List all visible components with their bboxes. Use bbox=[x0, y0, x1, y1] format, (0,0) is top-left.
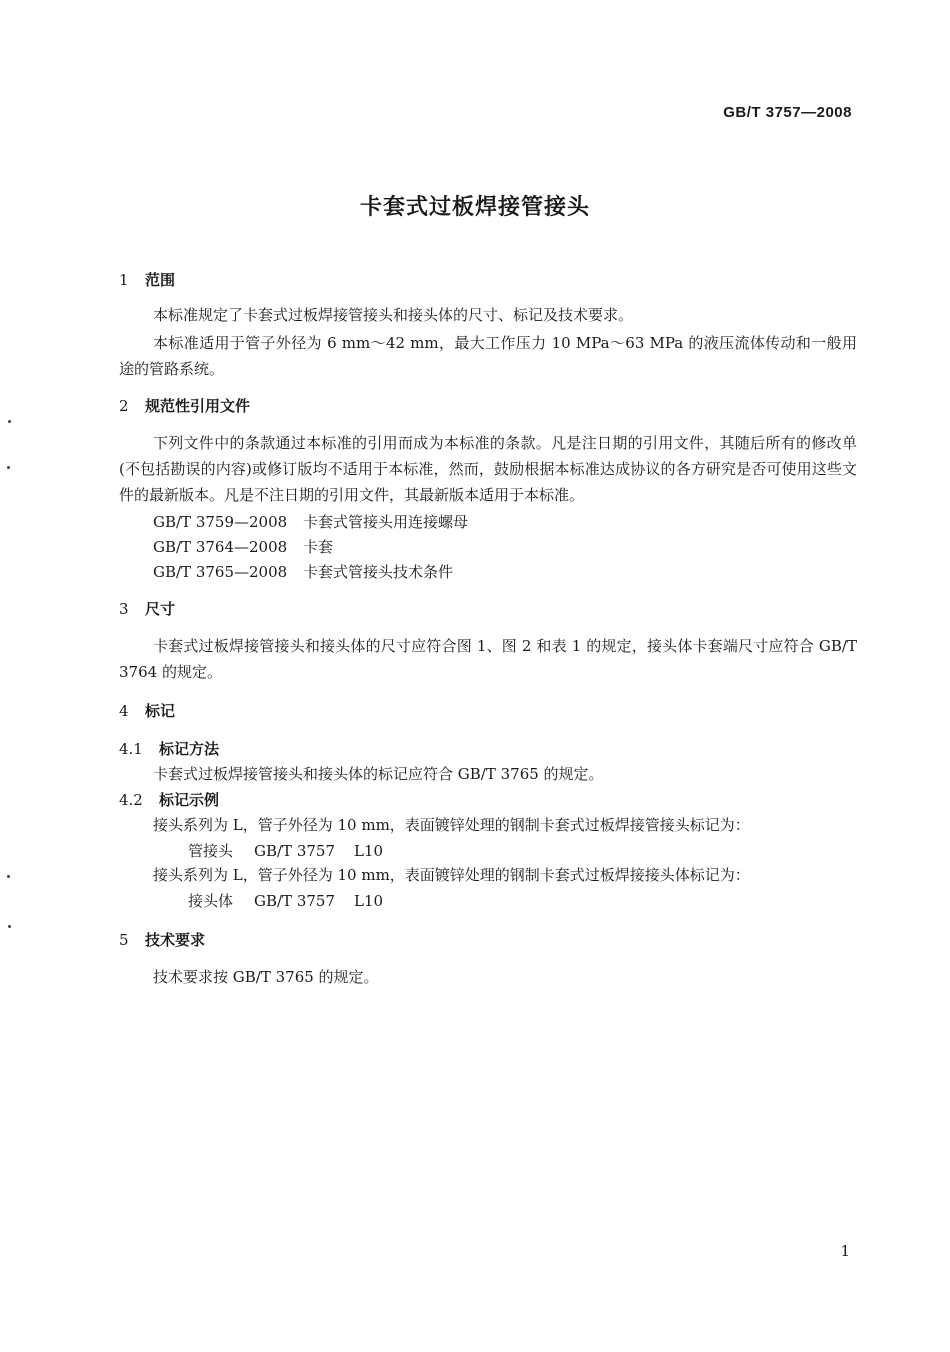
document-title: 卡套式过板焊接管接头 bbox=[359, 195, 590, 220]
reference-title: 卡套 bbox=[303, 538, 334, 556]
section-5-heading bbox=[119, 930, 205, 950]
section-number: 4 bbox=[119, 702, 129, 720]
section-title: 范围 bbox=[145, 271, 176, 289]
section-4-1-heading bbox=[119, 739, 219, 759]
section-title: 标记示例 bbox=[159, 791, 220, 809]
mark-code: L10 bbox=[354, 842, 384, 860]
page-number: 1 bbox=[840, 1242, 850, 1260]
section-4-heading bbox=[119, 701, 175, 721]
section-title: 规范性引用文件 bbox=[145, 397, 251, 415]
mark-standard: GB/T 3757 bbox=[254, 842, 336, 860]
mark-name: 接头体 bbox=[188, 892, 234, 910]
section-number: 3 bbox=[119, 600, 129, 618]
marking-example-2 bbox=[188, 890, 383, 911]
section-3-paragraph-1: 卡套式过板焊接管接头和接头体的尺寸应符合图 1、图 2 和表 1 的规定，接头体卡套端尺寸应符合 GB/T 3764 的规定。 bbox=[119, 637, 857, 681]
section-1-heading bbox=[119, 270, 175, 290]
section-1-paragraph-2: 本标准适用于管子外径为 6 mm～42 mm，最大工作压力 10 MPa～63 MPa 的液压流体传动和一般用途的管路系统。 bbox=[119, 334, 857, 378]
section-number: 1 bbox=[119, 271, 129, 289]
mark-name: 管接头 bbox=[188, 842, 234, 860]
section-1-paragraph-1: 本标准规定了卡套式过板焊接管接头和接头体的尺寸、标记及技术要求。 bbox=[153, 306, 634, 324]
section-title: 技术要求 bbox=[145, 931, 206, 949]
section-4-2-heading bbox=[119, 790, 219, 810]
section-3-heading bbox=[119, 599, 175, 619]
section-5-text: 技术要求按 GB/T 3765 的规定。 bbox=[153, 968, 379, 986]
section-number: 5 bbox=[119, 931, 129, 949]
section-number: 2 bbox=[119, 397, 129, 415]
scan-speck bbox=[8, 925, 11, 928]
mark-standard: GB/T 3757 bbox=[254, 892, 336, 910]
marking-example-1-text: 接头系列为 L，管子外径为 10 mm，表面镀锌处理的钢制卡套式过板焊接管接头标记为： bbox=[153, 816, 750, 834]
marking-example-2-text: 接头系列为 L，管子外径为 10 mm，表面镀锌处理的钢制卡套式过板焊接接头体标记为： bbox=[153, 866, 750, 884]
mark-code: L10 bbox=[354, 892, 384, 910]
reference-item bbox=[153, 562, 453, 582]
reference-item bbox=[153, 537, 333, 557]
marking-example-1 bbox=[188, 840, 383, 861]
section-4-1-text: 卡套式过板焊接管接头和接头体的标记应符合 GB/T 3765 的规定。 bbox=[153, 765, 604, 783]
section-title: 标记 bbox=[145, 702, 176, 720]
standard-number: GB/T 3757—2008 bbox=[723, 104, 852, 121]
section-2-heading bbox=[119, 396, 250, 416]
reference-code: GB/T 3759—2008 bbox=[153, 513, 288, 531]
section-number: 4.1 bbox=[119, 740, 143, 758]
scan-speck bbox=[7, 875, 10, 878]
reference-item bbox=[153, 512, 468, 532]
reference-code: GB/T 3764—2008 bbox=[153, 538, 288, 556]
section-title: 尺寸 bbox=[145, 600, 176, 618]
reference-title: 卡套式管接头用连接螺母 bbox=[303, 513, 469, 531]
section-number: 4.2 bbox=[119, 791, 143, 809]
section-2-paragraph-1: 下列文件中的条款通过本标准的引用而成为本标准的条款。凡是注日期的引用文件，其随后所有的修改单(不包括勘误的内容)或修订版均不适用于本标准，然而，鼓励根据本标准达成协议的各方研究是否可使用这些文件的最新版本。凡是不注日期的引用文件，其最新版本适用于本标准。 bbox=[119, 434, 857, 504]
reference-title: 卡套式管接头技术条件 bbox=[303, 563, 454, 581]
scan-speck bbox=[8, 420, 11, 423]
reference-code: GB/T 3765—2008 bbox=[153, 563, 288, 581]
section-title: 标记方法 bbox=[159, 740, 220, 758]
scan-speck bbox=[7, 466, 10, 469]
